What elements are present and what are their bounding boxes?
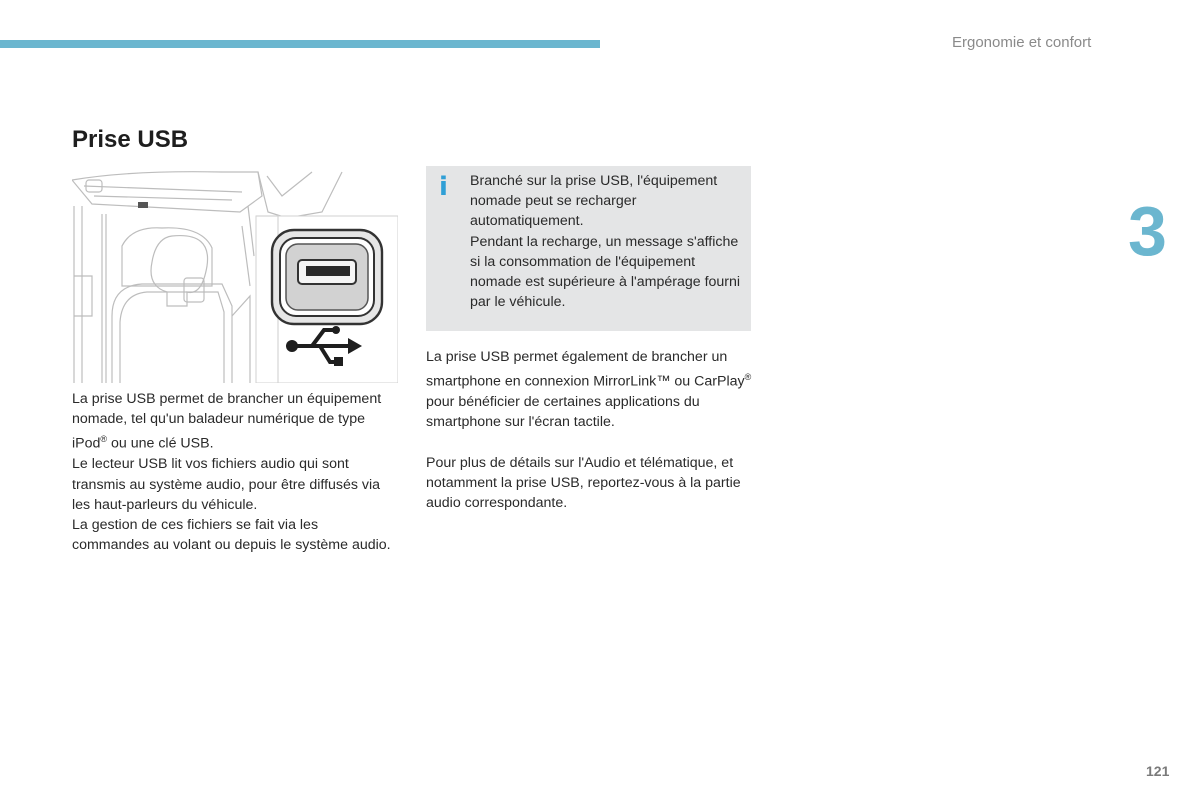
registered-mark: ® (744, 372, 752, 383)
text-span: pour bénéficier de certaines applications du smartphone sur l'écran tactile. (426, 394, 700, 431)
usb-description-paragraph (72, 389, 392, 454)
text-span: La prise USB permet de brancher un équipement nomade, tel qu'un baladeur numérique de type iPod (72, 391, 382, 453)
info-box (426, 166, 751, 331)
usb-controls-paragraph: La gestion de ces fichiers se fait via les commandes au volant ou depuis le système audio. (72, 516, 391, 554)
more-details-paragraph: Pour plus de détails sur l'Audio et télématique, et notamment la prise USB, reportez-vous à la partie audio correspondante. (426, 455, 741, 512)
smartphone-connection-text (426, 347, 756, 433)
registered-mark: ® (100, 434, 108, 445)
text-span: ou une clé USB. (107, 436, 214, 453)
chapter-number: 3 (1128, 192, 1167, 270)
charging-message-paragraph: Pendant la recharge, un message s'affiche si la consommation de l'équipement nomade est supérieure à l'ampérage fourni par le véhicule. (470, 233, 741, 311)
usb-description-text (72, 389, 392, 555)
info-box-text (470, 171, 745, 312)
info-icon: i (439, 172, 448, 202)
section-header: Ergonomie et confort (952, 34, 1092, 51)
smartphone-paragraph (426, 347, 756, 433)
page-title: Prise USB (72, 126, 189, 153)
usb-socket-illustration (72, 166, 398, 383)
usb-reader-paragraph: Le lecteur USB lit vos fichiers audio qui sont transmis au système audio, pour être diffusés via les haut-parleurs du véhicule. (72, 456, 381, 513)
page-number: 121 (1146, 763, 1170, 779)
header-accent-bar (0, 40, 600, 48)
charging-paragraph: Branché sur la prise USB, l'équipement nomade peut se recharger automatiquement. (470, 173, 718, 230)
more-details-text (426, 453, 756, 514)
text-span: La prise USB permet également de brancher un smartphone en connexion MirrorLink™ ou CarPlay (426, 349, 745, 390)
